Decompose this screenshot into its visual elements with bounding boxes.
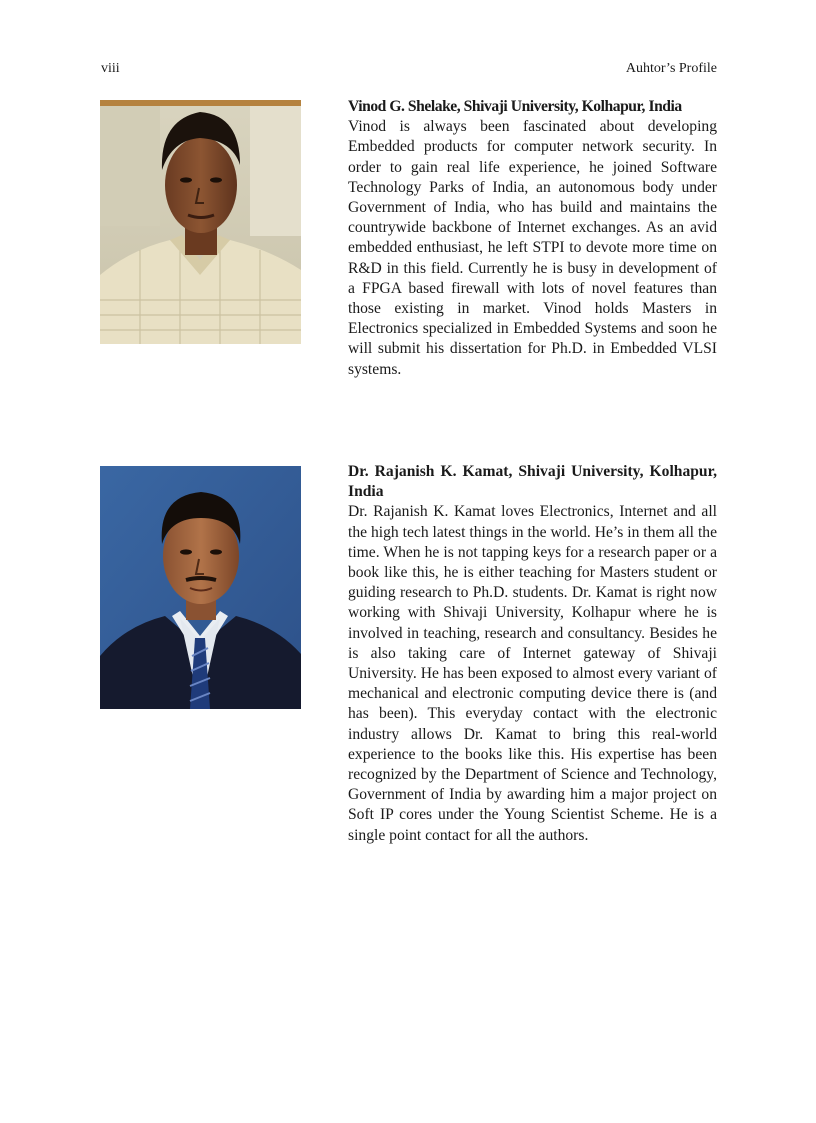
author-photo-kamat [100, 466, 301, 709]
author-name: Vinod G. Shelake, Shivaji University, Kolhapur, India [348, 98, 682, 115]
author-description: Vinod is always been fascinated about developing Embedded products for computer network security. In order to gain real life experience, he joined Software Technology Parks of India, an autonomous body under Government of India, who has build and maintains the countrywide backbone of Internet exchanges. As an avid embedded enthusiast, he left STPI to devote more time on R&D in this field. Currently he is busy in development of a FPGA based firewall with lots of novel features than those existing in market. Vinod holds Masters in Electronics specialized in Embedded Systems and soon he will submit his dissertation for Ph.D. in Embedded VLSI systems. [348, 118, 717, 378]
page-number: viii [101, 61, 120, 76]
running-title: Auhtor’s Profile [625, 61, 717, 76]
author-name: Dr. Rajanish K. Kamat, Shivaji University, Kolhapur, India [348, 463, 717, 501]
author-bio-kamat [348, 462, 717, 846]
author-description: Dr. Rajanish K. Kamat loves Electronics, Internet and all the high tech latest things in the world. He’s in them all the time. When he is not tapping keys for a research paper or a book like this, he is either teaching for Masters student or guiding research to Ph.D. students. Dr. Kamat is right now working with Shivaji University, Kolhapur where he is involved in teaching, research and consultancy. Besides he is also taking care of Internet gateway of Shivaji University. He has been exposed to almost every variant of mechanical and electronic computing device there is (and has been). This everyday contact with the electronic industry allows Dr. Kamat to bring this real-world experience to the books like this. His expertise has been recognized by the Department of Science and Technology, Government of India by awarding him a major project on Soft IP cores under the Young Scientist Scheme. He is a single point contact for all the authors. [348, 503, 717, 844]
author-bio-shelake [348, 97, 717, 380]
author-photo-shelake [100, 100, 301, 344]
